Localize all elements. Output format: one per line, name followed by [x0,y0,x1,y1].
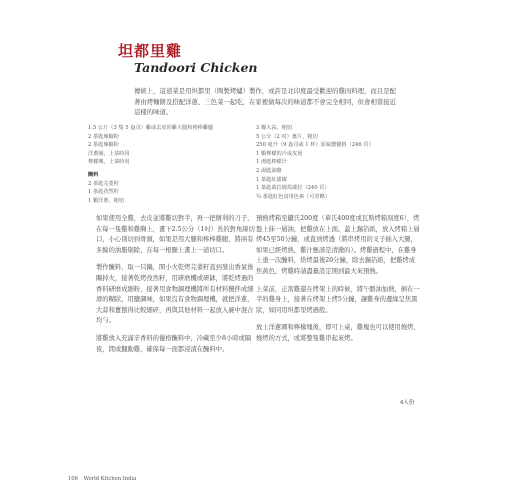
serves-count: 4人份 [400,400,415,406]
ingredient-item: 1 茶匙孜然籽 [88,189,119,196]
ingredient-item: 2 茶匙辣椒粉 [88,133,119,140]
method-step: 預熱烤箱至攝氏200度（華氏400度或瓦斯烤箱刻度6），烤盤上抹一層油，把雞放在上面。蓋上錫箔紙，放入烤箱上層烤45至50分鐘，或直到烤透（將串烤用的叉子插入大腿，如果已經烤熟，雞汁應該是清澈的）。烤雞過程中，在雞身上塗一次醃料，烘烤最後20分鐘，除去錫箔紙，把雞烤成焦黃色，烤雞時請盡量設定開到最大來預熱。 [256,215,420,275]
ingredients-left-column [88,124,248,205]
recipe-intro: 傳統上，這道菜是用坦都里（陶製烤爐）製作，或許是北印度最受歡迎的雞肉料理，而且是配著由烤麵餅及搭配洋蔥、三色菜一起吃，在家裡做每次的味道都不會完全相同，但會相當接近這樣的味道。 [134,87,397,116]
ingredient-item: 2 茶匙芫荽籽 [88,180,119,187]
page-footer [68,476,136,482]
method-right-column [256,214,420,352]
book-title: World Kitchen India [83,476,137,482]
ingredient-item: ¼ 茶匙紅色食用色素（可省略） [256,193,331,200]
method-step: 如果使用全雞，去皮並將雞切對半，再一把餅利的刀子，在每一隻雞和雞胸上，畫下2.5公分（1吋）長的對角線切口，小心別切到骨頭，如果是用大腿和棒棒雞腿，將兩有多餘的油脂剔除，在每一根腿上畫上一道切口。 [96,215,255,254]
method-step: 上菜前，正當雞還在烤架上的時候，將午酪油加熱，倒在一半的雞身上，接著在烤架上烤5分鐘，讓雞身的邊緣呈焦黑狀，如同用坦都里烤過般。 [256,285,420,314]
ingredient-item: 1 茶匙葛拉姆馬薩拉（240 頁） [256,185,330,192]
ingredient-item: 1 顆檸檬的汁或皮屑 [256,150,303,157]
ingredient-item: 洋蔥圈，上菜時用 [88,150,130,157]
marinade-heading: 醃料 [88,171,99,178]
method-step: 將雞放入充滿辛香料的優格醃料中，冷藏至少8小時或隔夜，間或翻動雞，確保每一面都浸漬在醃料中。 [96,334,252,353]
ingredient-item: 1 湯匙棒檬汁 [256,159,287,166]
ingredient-item: 3 瓣大蒜，粗切 [256,125,293,131]
page-number: 106 [68,476,78,482]
method-step: 製作醃料，取一只鍋，開小火乾烤芫荽籽直到發出香氣後關掉火，接著乾烤孜然籽，用研磨機或研缽，將乾烤過的香料研磨成細粉，接著用食物調理機將所有材料攪拌成細滑的糊狀，用鹽調味，如果沒有食物調理機，就把洋蔥，大蒜和薑刨得比較細碎，再與其他材料一起放入碗中混合均勻。 [96,264,254,325]
ingredient-item: 1 茶匙紅甜椒 [256,176,287,183]
ingredients-right-column [256,124,426,201]
method-left-column [96,214,256,362]
ingredient-item: 2 湯匙油酪 [256,167,282,174]
ingredient-item: 檸檬塊，上菜時用 [88,159,130,166]
ingredient-item: 250 毫升（9 盎司或 1 杯）原味濃優格（246 頁） [256,142,374,149]
recipe-title-english: Tandoori Chicken [134,60,258,75]
recipe-title-chinese: 坦都里雞 [118,42,183,60]
ingredient-item: 1 顆洋蔥，粗切 [88,197,125,204]
ingredient-item: 5 公分（2 吋）薑片，粗切 [256,133,318,140]
ingredient-item: 2 茶匙辣椒粉 [88,142,119,149]
ingredient-item: 1.5 公斤（3 隻 5 盎司）雞或去皮的雞大腿和棒棒雞腿 [88,125,214,131]
method-step: 放上洋蔥圈和檸檬塊後，即可上桌，雞塊也可以使用燒烤、燒烤的方式，或將整隻雞串起來烤。 [256,324,420,342]
